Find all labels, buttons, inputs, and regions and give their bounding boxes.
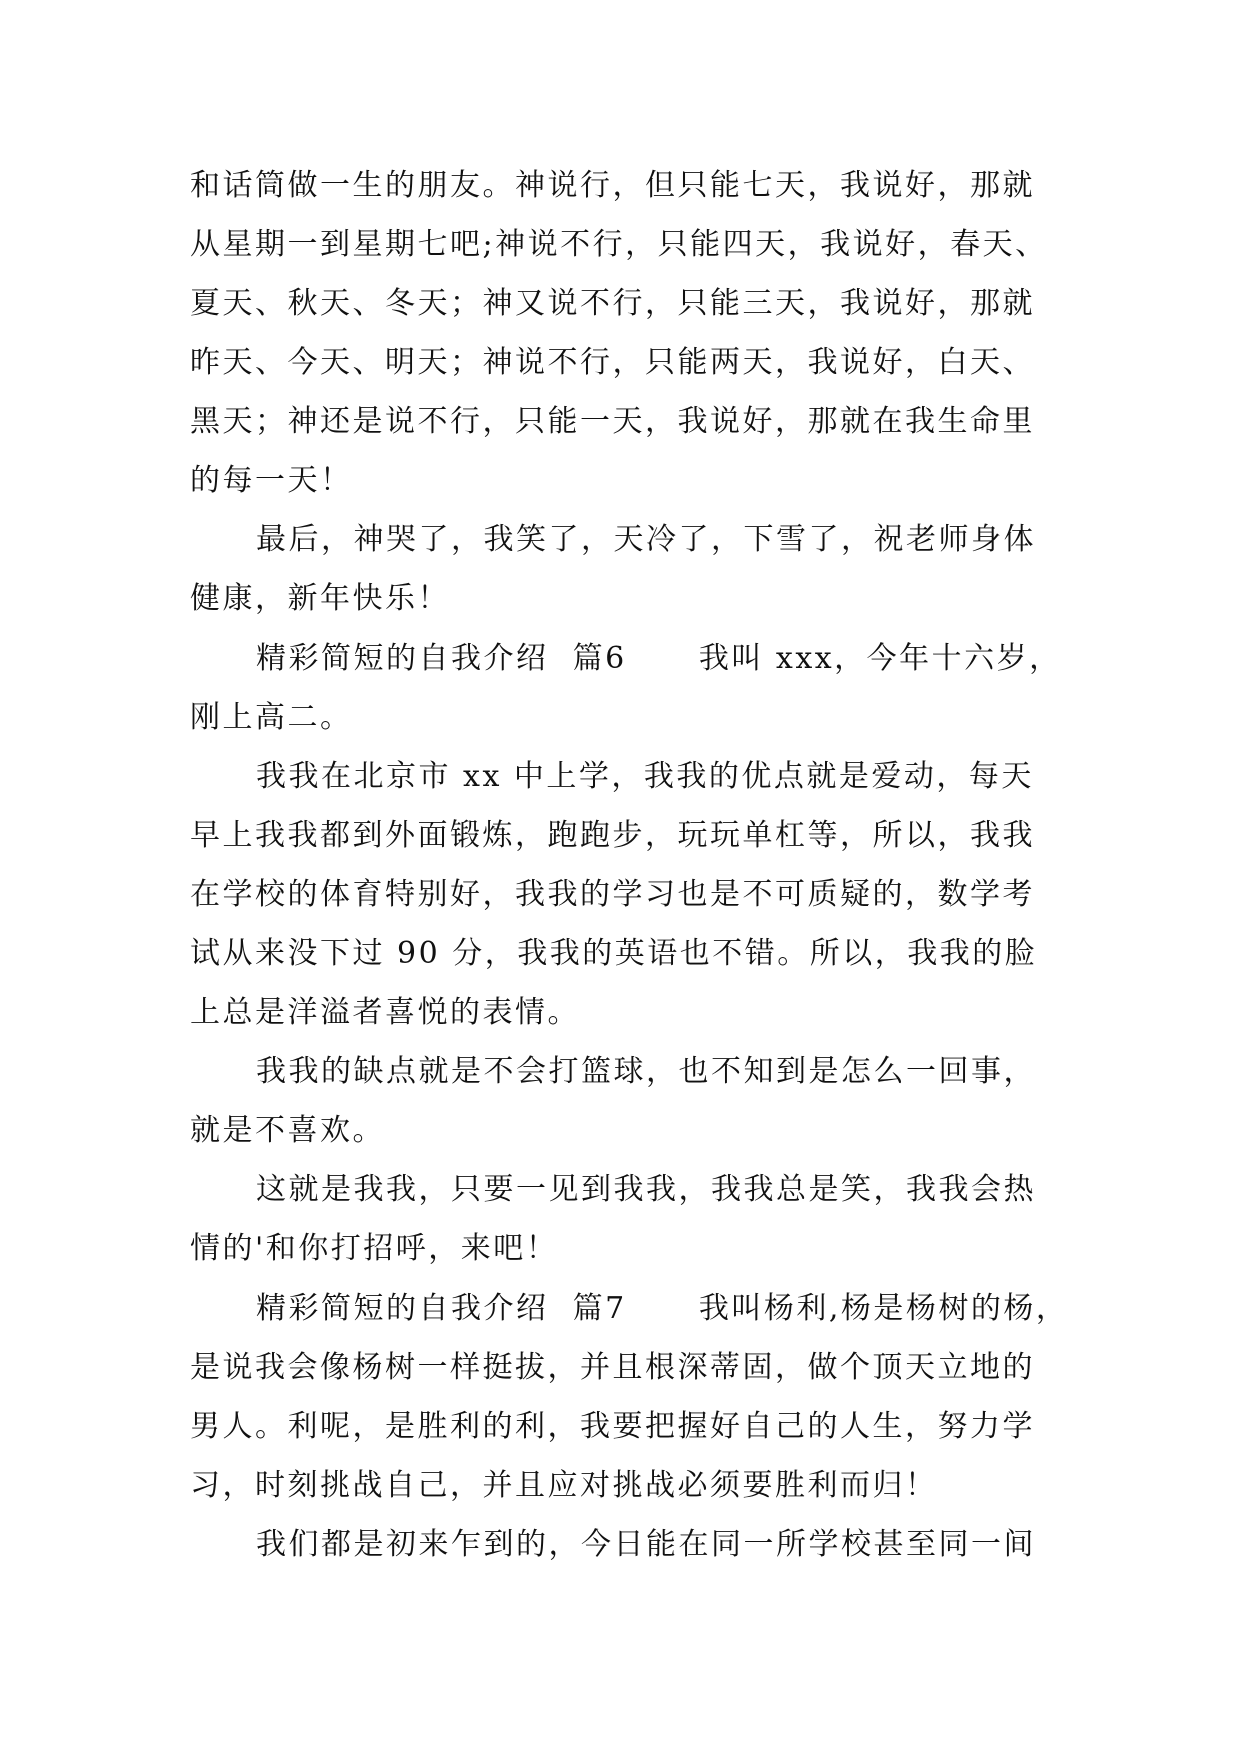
paragraph-start-line: 这就是我我，只要一见到我我，我我总是笑，我我会热 — [256, 1172, 1036, 1207]
paragraph-start-line: 我我在北京市 xx 中上学，我我的优点就是爱动，每天 — [256, 759, 1034, 794]
text-line: 上总是洋溢者喜悦的表情。 — [190, 995, 580, 1030]
paragraph-start-line: 最后，神哭了，我笑了，天冷了，下雪了，祝老师身体 — [256, 522, 1036, 557]
paragraph-start-line: 我我的缺点就是不会打篮球，也不知到是怎么一回事， — [256, 1054, 1036, 1089]
text-line: 就是不喜欢。 — [190, 1113, 385, 1148]
text-line: 健康，新年快乐！ — [190, 581, 450, 616]
text-line: 夏天、秋天、冬天；神又说不行，只能三天，我说好，那就 — [190, 286, 1035, 321]
text-line: 和话筒做一生的朋友。神说行，但只能七天，我说好，那就 — [190, 168, 1035, 203]
text-line: 早上我我都到外面锻炼，跑跑步，玩玩单杠等，所以，我我 — [190, 818, 1035, 853]
text-line: 习，时刻挑战自己，并且应对挑战必须要胜利而归！ — [190, 1468, 938, 1503]
text-line: 昨天、今天、明天；神说不行，只能两天，我说好，白天、 — [190, 345, 1035, 380]
text-line: 的每一天！ — [190, 463, 353, 498]
text-line: 是说我会像杨树一样挺拔，并且根深蒂固，做个顶天立地的 — [190, 1350, 1035, 1385]
section-heading-line: 精彩简短的自我介绍 篇7 我叫杨利,杨是杨树的杨， — [256, 1291, 1069, 1326]
text-line: 从星期一到星期七吧;神说不行，只能四天，我说好，春天、 — [190, 227, 1048, 262]
section-heading-line: 精彩简短的自我介绍 篇6 我叫 xxx，今年十六岁， — [256, 641, 1062, 676]
text-line: 情的'和你打招呼，来吧！ — [190, 1231, 559, 1266]
text-line: 刚上高二。 — [190, 700, 353, 735]
text-line: 试从来没下过 90 分，我我的英语也不错。所以，我我的脸 — [190, 936, 1038, 971]
text-line: 在学校的体育特别好，我我的学习也是不可质疑的，数学考 — [190, 877, 1035, 912]
text-line: 男人。利呢，是胜利的利，我要把握好自己的人生，努力学 — [190, 1409, 1035, 1444]
paragraph-start-line: 我们都是初来乍到的，今日能在同一所学校甚至同一间 — [256, 1527, 1036, 1562]
text-line: 黑天；神还是说不行，只能一天，我说好，那就在我生命里 — [190, 404, 1035, 439]
